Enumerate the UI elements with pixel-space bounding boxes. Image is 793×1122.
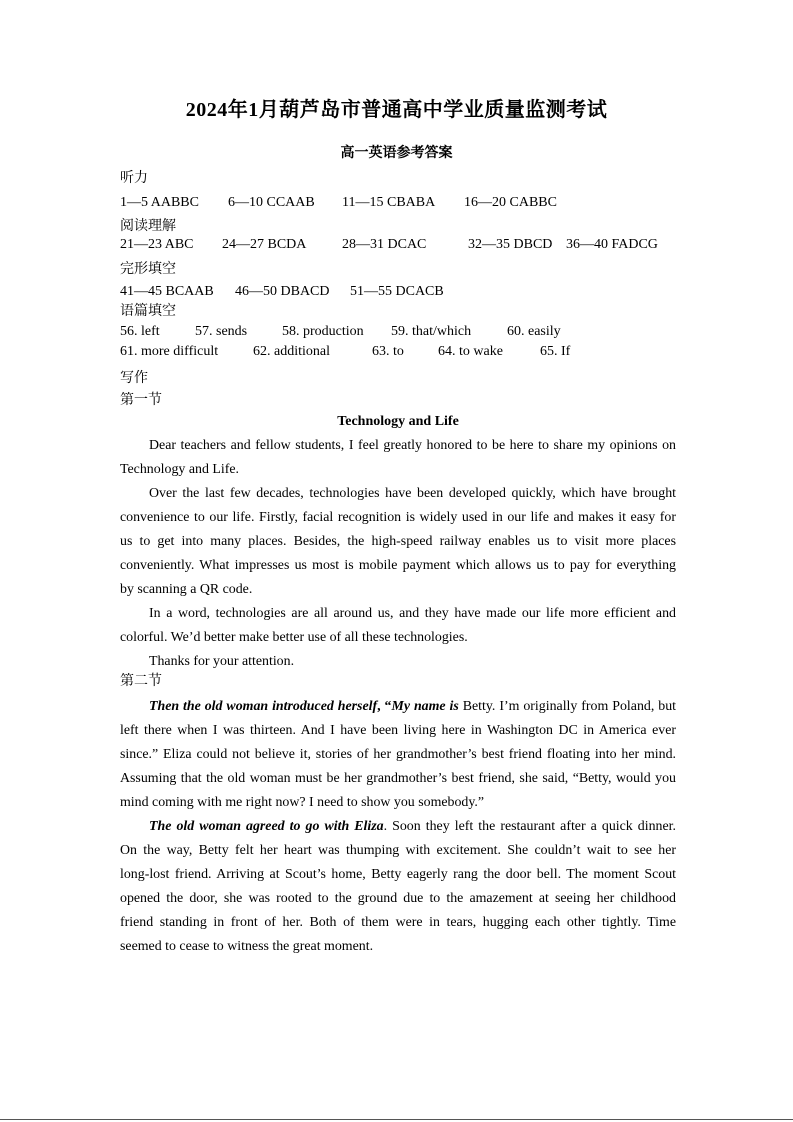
answer-item: 6—10 CCAAB: [228, 195, 315, 210]
essay-line: friend standing in front of her. Both of them were in tears, hugging each other tightly. Time: [120, 915, 676, 930]
page-title: 2024年1月葫芦岛市普通高中学业质量监测考试: [185, 99, 608, 121]
answer-item: 62. additional: [253, 344, 330, 359]
answer-row-text-completion: [0, 340, 793, 364]
answer-item: 36—40 FADCG: [566, 237, 658, 252]
answer-item: 41—45 BCAAB: [120, 284, 214, 299]
answer-item: 24—27 BCDA: [222, 237, 307, 252]
answer-item: 61. more difficult: [120, 344, 219, 359]
answer-item: 1—5 AABBC: [120, 195, 199, 210]
essay-line: seemed to cease to witness the great moment.: [120, 939, 374, 954]
answer-item: 57. sends: [195, 324, 248, 339]
line-text: . Soon they left the restaurant after a quick dinner.: [383, 819, 676, 834]
answer-row-listening: [0, 191, 793, 215]
essay-paragraph: [120, 815, 676, 959]
answer-item: 32—35 DBCD: [468, 237, 553, 252]
subsection-label-part1: 第一节: [120, 392, 162, 408]
answer-item: 28—31 DCAC: [342, 237, 427, 252]
answer-item: 51—55 DCACB: [350, 284, 444, 299]
essay-line: opened the door, she was rooted to the ground due to the amazement at seeing her childhood: [120, 891, 676, 906]
essay-line: mind coming with me right now? I need to show you somebody.”: [120, 795, 485, 810]
essay-paragraph: [120, 434, 676, 482]
essay-line: us to get into many places. Besides, the high-speed railway enables us to visit more places: [120, 534, 676, 549]
answer-item: 46—50 DBACD: [235, 284, 330, 299]
essay-title: Technology and Life: [337, 414, 459, 429]
answer-item: 11—15 CBABA: [342, 195, 436, 210]
answer-row-cloze: [0, 280, 793, 304]
model-essay-part2: [120, 695, 676, 959]
answer-row-reading: [0, 233, 793, 257]
answer-item: 64. to wake: [438, 344, 503, 359]
essay-line: In a word, technologies are all around us, and they have made our life more efficient and: [149, 606, 676, 621]
essay-line: Dear teachers and fellow students, I feel greatly honored to be here to share my opinions on: [149, 438, 676, 453]
essay-line: On the way, Betty felt her heart was thumping with excitement. She couldn’t wait to see her: [120, 843, 676, 858]
essay-line: conveniently. What impresses us most is mobile payment which allows us to pay for everything: [120, 558, 676, 573]
essay-line: convenience to our life. Firstly, facial recognition is widely used in our life and makes it easy for: [120, 510, 676, 525]
section-label-text-completion: 语篇填空: [120, 303, 176, 319]
given-opening-text: Then the old woman introduced herself: [149, 699, 378, 714]
section-label-reading: 阅读理解: [120, 218, 176, 234]
section-label-listening: 听力: [120, 170, 148, 186]
essay-line: left there when I was thirteen. And I have been living here in Washington DC in America ever: [120, 723, 676, 738]
essay-paragraph: [120, 650, 676, 674]
essay-line: since.” Eliza could not believe it, stories of her grandmother’s best friend floating into her mind.: [120, 747, 676, 762]
answer-item: 60. easily: [507, 324, 561, 339]
answer-item: 59. that/which: [391, 324, 472, 339]
page-subtitle: 高一英语参考答案: [340, 145, 453, 161]
section-label-cloze: 完形填空: [120, 261, 176, 277]
model-essay-part1: [120, 410, 676, 674]
essay-line: Thanks for your attention.: [149, 654, 295, 669]
essay-line: Assuming that the old woman must be her grandmother’s best friend, she said, “Betty, would you: [120, 771, 676, 786]
given-opening-text: My name is: [391, 699, 459, 714]
subsection-label-part2: 第二节: [120, 673, 162, 689]
essay-line: [120, 695, 676, 719]
essay-line: colorful. We’d better make better use of all these technologies.: [120, 630, 468, 645]
page-bottom-rule: [0, 1119, 793, 1120]
answer-item: 58. production: [282, 324, 364, 339]
line-text: Betty. I’m originally from Poland, but: [458, 699, 676, 714]
essay-line: by scanning a QR code.: [120, 582, 253, 597]
answer-item: 16—20 CABBC: [464, 195, 557, 210]
essay-paragraph: [120, 482, 676, 602]
answer-item: 56. left: [120, 324, 160, 339]
given-opening-punctuation: , “: [377, 699, 392, 714]
essay-line: Technology and Life.: [120, 462, 239, 477]
essay-line: long-lost friend. Arriving at Scout’s home, Betty eagerly rang the door bell. The moment Scout: [120, 867, 676, 882]
answer-item: 21—23 ABC: [120, 237, 194, 252]
given-opening-text: The old woman agreed to go with Eliza: [149, 819, 384, 834]
essay-line: [120, 815, 676, 839]
section-label-writing: 写作: [120, 370, 148, 386]
essay-line: Over the last few decades, technologies have been developed quickly, which have brought: [149, 486, 676, 501]
answer-item: 63. to: [372, 344, 404, 359]
answer-item: 65. If: [540, 344, 571, 359]
essay-paragraph: [120, 695, 676, 815]
essay-paragraph: [120, 602, 676, 650]
